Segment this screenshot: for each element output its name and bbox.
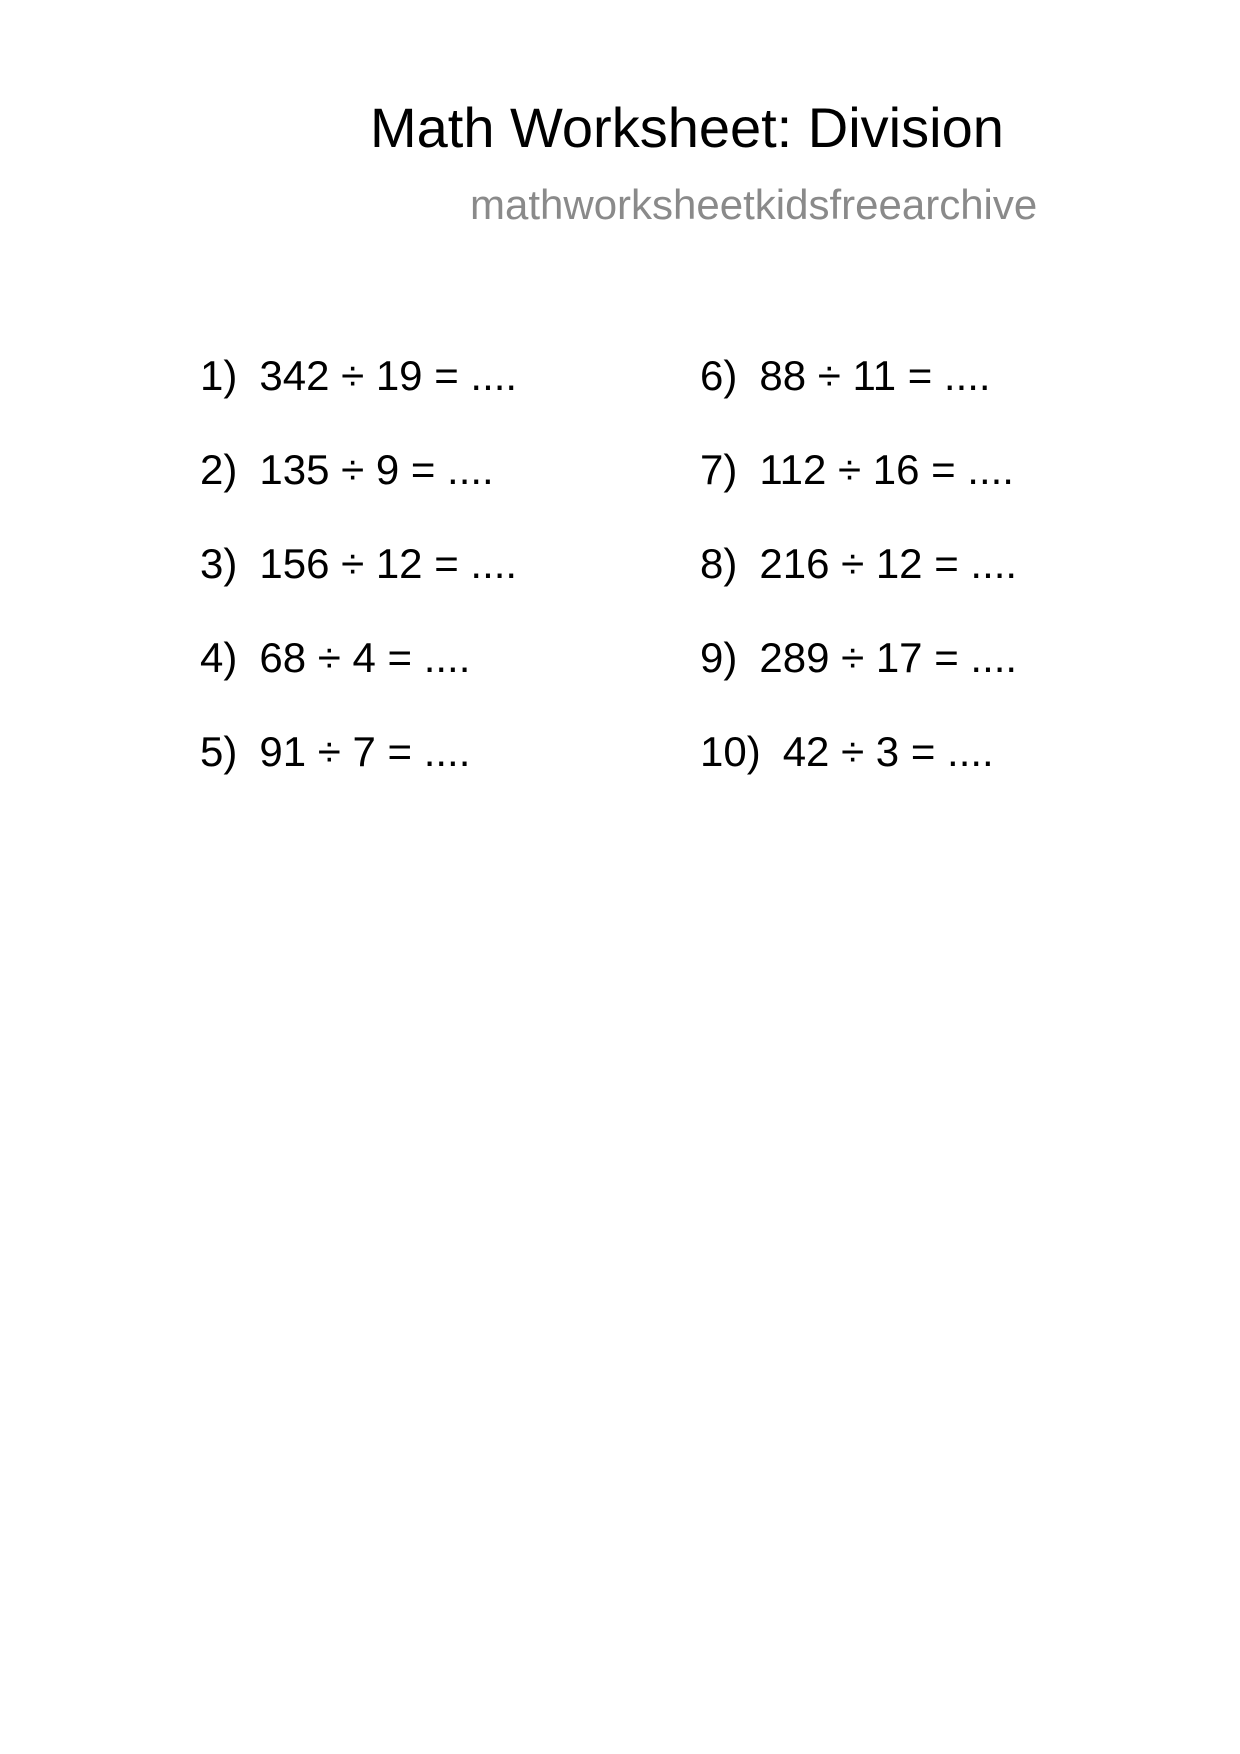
problem-expression: 156 ÷ 12 = .... — [259, 540, 518, 587]
problem-number: 6) — [700, 352, 738, 399]
page-title: Math Worksheet: Division — [370, 96, 1004, 159]
problem-item — [700, 350, 1220, 444]
problem-expression: 216 ÷ 12 = .... — [759, 540, 1018, 587]
problem-number: 9) — [700, 634, 738, 681]
problem-expression: 342 ÷ 19 = .... — [259, 352, 518, 399]
problem-expression: 289 ÷ 17 = .... — [759, 634, 1018, 681]
problem-expression: 68 ÷ 4 = .... — [259, 634, 471, 681]
problem-number: 10) — [700, 728, 761, 775]
problem-item — [200, 350, 720, 444]
problem-column-right — [700, 350, 1220, 820]
problem-item — [700, 726, 1220, 820]
problem-number: 7) — [700, 446, 738, 493]
problem-expression: 91 ÷ 7 = .... — [259, 728, 471, 775]
problem-item — [700, 538, 1220, 632]
problem-item — [200, 726, 720, 820]
problem-item — [200, 444, 720, 538]
problem-number: 4) — [200, 634, 238, 681]
problem-expression: 42 ÷ 3 = .... — [782, 728, 994, 775]
problem-item — [700, 632, 1220, 726]
problem-number: 5) — [200, 728, 238, 775]
problem-column-left — [200, 350, 720, 820]
problem-expression: 135 ÷ 9 = .... — [259, 446, 494, 493]
problem-number: 3) — [200, 540, 238, 587]
problem-number: 2) — [200, 446, 238, 493]
problem-expression: 112 ÷ 16 = .... — [759, 446, 1014, 493]
problem-number: 8) — [700, 540, 738, 587]
problem-number: 1) — [200, 352, 238, 399]
problem-expression: 88 ÷ 11 = .... — [759, 352, 991, 399]
page-subtitle: mathworksheetkidsfreearchive — [470, 181, 1038, 228]
problem-item — [200, 632, 720, 726]
problem-item — [700, 444, 1220, 538]
problem-item — [200, 538, 720, 632]
